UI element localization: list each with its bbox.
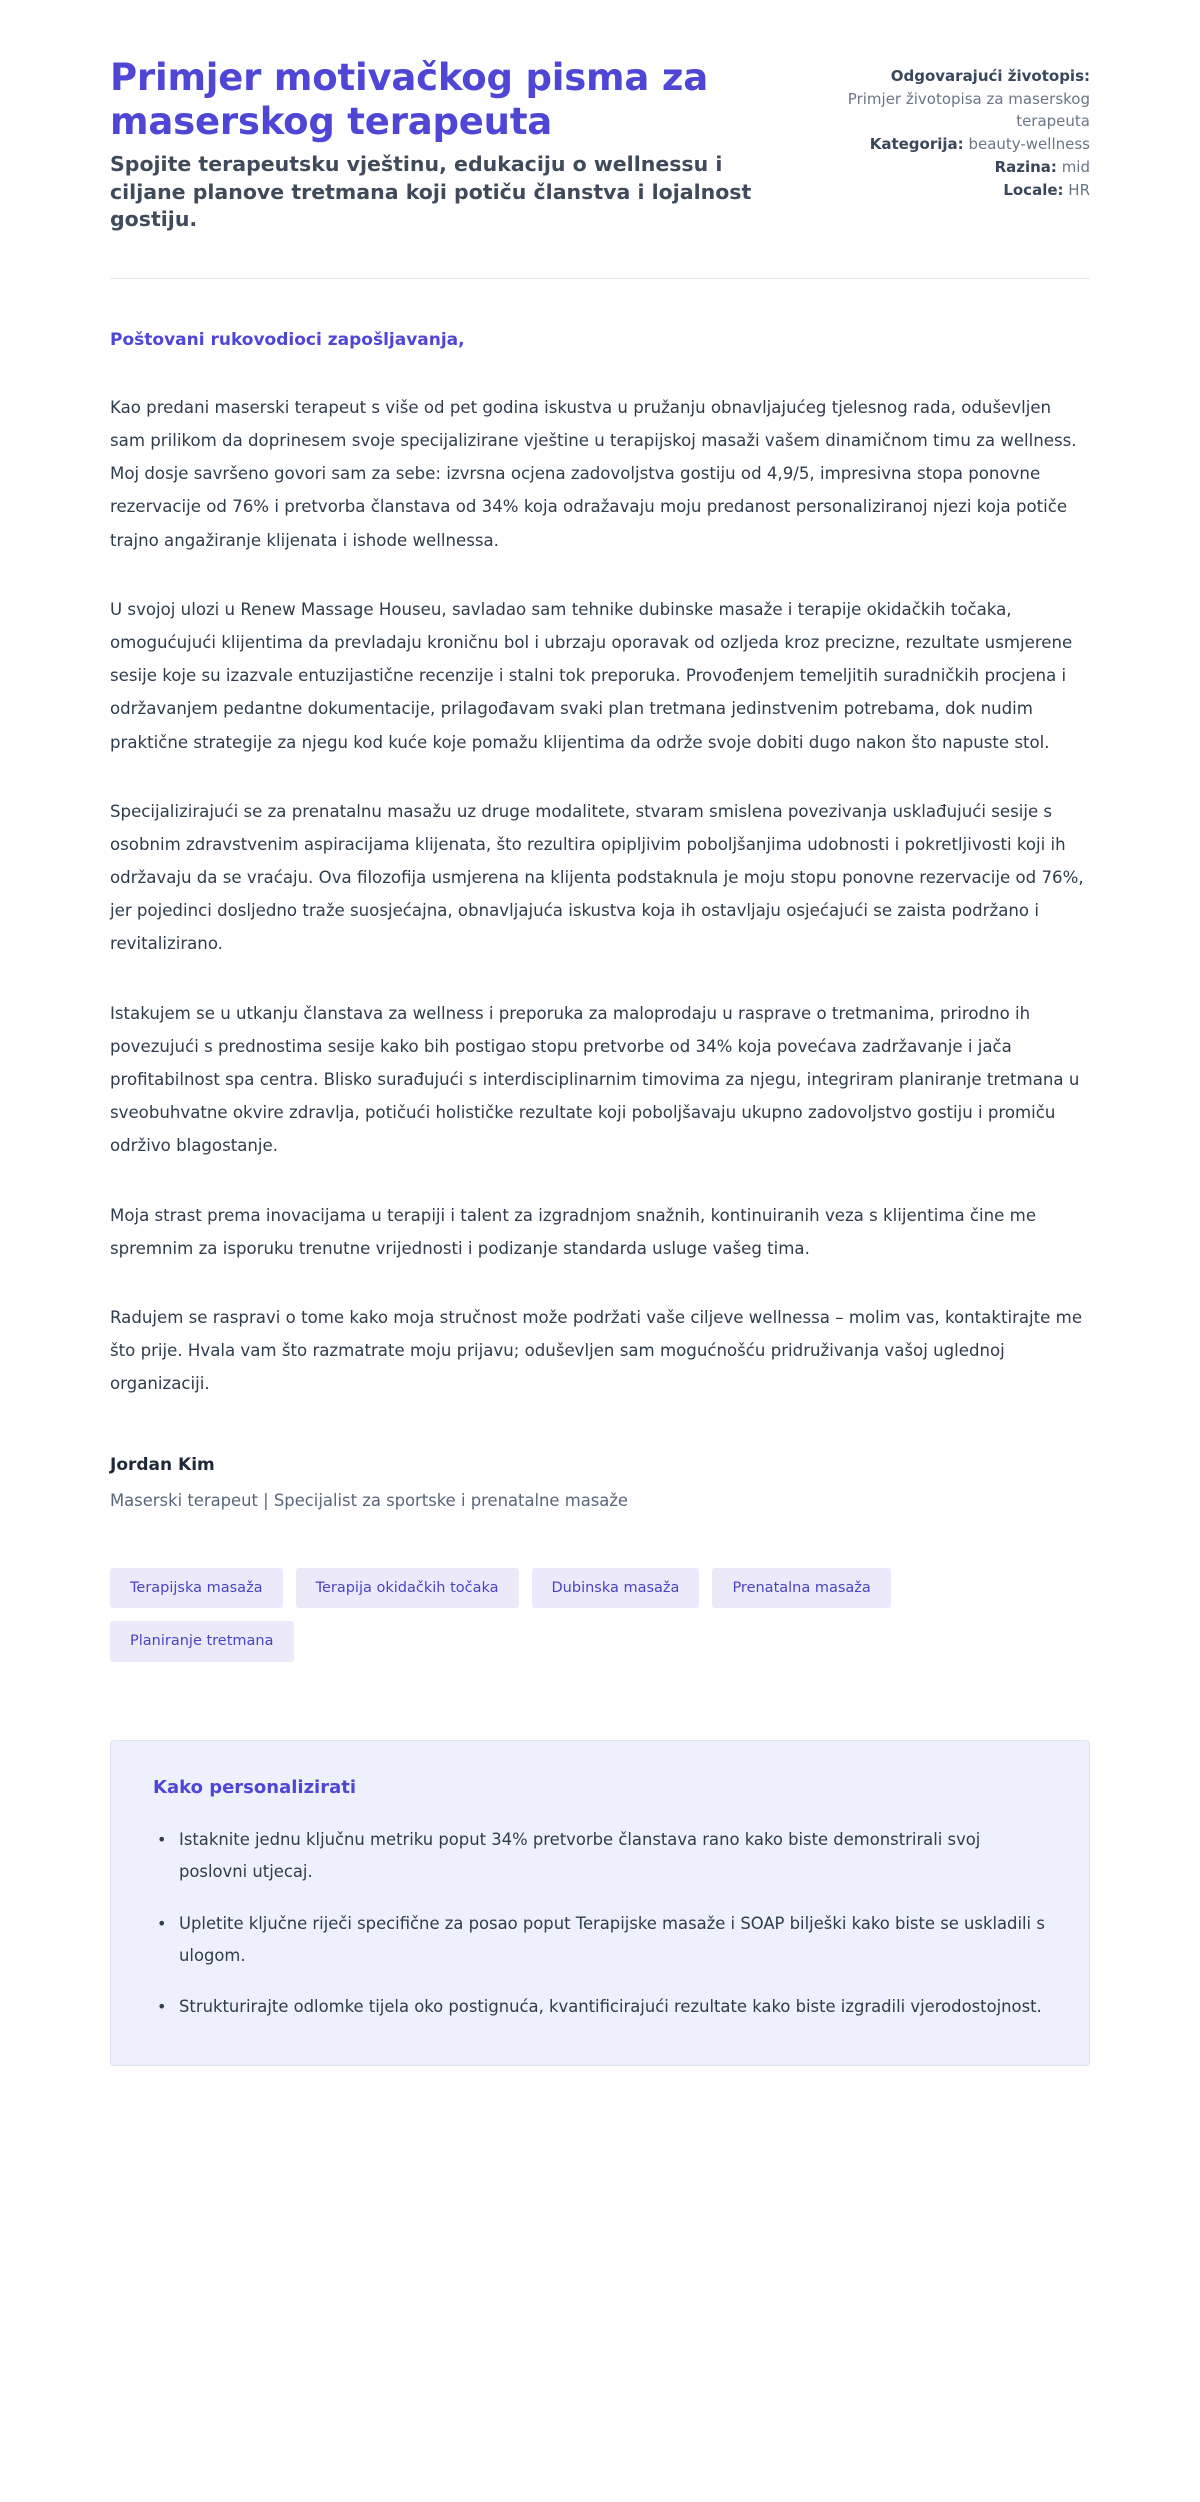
meta-row-resume <box>815 66 1090 87</box>
callout-list-item: • Upletite ključne riječi specifične za posao poput Terapijske masaže i SOAP bilješki kako biste se uskladili s ulogom. <box>153 1908 1047 1972</box>
callout-list <box>153 1824 1047 2024</box>
meta-value-category: beauty-wellness <box>968 134 1090 153</box>
skill-tag[interactable]: Prenatalna masaža <box>712 1568 890 1609</box>
meta-row-category <box>815 134 1090 155</box>
meta-value-resume: Primjer životopisa za maserskog terapeuta <box>847 90 1090 130</box>
letter-paragraph: Kao predani maserski terapeut s više od pet godina iskustva u pružanju obnavljajućeg tjelesnog rada, oduševljen sam prilikom da doprinesem svoje specijalizirane vještine u terapijskoj masaži vašem dinamičnom timu za wellness. Moj dosje savršeno govori sam za sebe: izvrsna ocjena zadovoljstva gostiju od 4,9/5, impresivna stopa ponovne rezervacije od 76% i pretvorba članstava od 34% koja odražavaju moju predanost personaliziranoj njezi koja potiče trajno angažiranje klijenata i ishode wellnessa. <box>110 397 1077 550</box>
signature-name: Jordan Kim <box>110 1454 215 1475</box>
page-title: Primjer motivačkog pisma za maserskog terapeuta <box>110 56 708 143</box>
header-title-block <box>110 56 775 233</box>
cover-letter-body <box>110 279 1090 2066</box>
letter-paragraph: U svojoj ulozi u Renew Massage Houseu, savladao sam tehnike dubinske masaže i terapije okidačkih točaka, omogućujući klijentima da prevladaju kroničnu bol i ubrzaju oporavak od ozljeda kroz precizne, rezultate usmjerene sesije koje su izazvale entuzijastične recenzije i stalni tok preporuka. Provođenjem temeljitih suradničkih procjena i održavanjem pedantne dokumentacije, prilagođavam svaki plan tretmana jedinstvenim potrebama, dok nudim praktične strategije za njegu kod kuće koje pomažu klijentima da održe svoje dobiti dugo nakon što napuste stol. <box>110 599 1073 752</box>
callout-title: Kako personalizirati <box>153 1776 357 1798</box>
meta-label-locale: Locale: <box>1003 181 1064 200</box>
meta-label-level: Razina: <box>994 158 1057 177</box>
meta-value-locale: HR <box>1068 181 1090 200</box>
document-metadata <box>815 56 1090 204</box>
callout-list-item: • Istaknite jednu ključnu metriku poput 34% pretvorbe članstava rano kako biste demonstrirali svoj poslovni utjecaj. <box>153 1824 1047 1888</box>
meta-row-level <box>815 157 1090 178</box>
skill-tag[interactable]: Planiranje tretmana <box>110 1621 294 1662</box>
personalization-callout <box>110 1740 1090 2067</box>
skill-tag[interactable]: Terapija okidačkih točaka <box>296 1568 519 1609</box>
letter-paragraph: Radujem se raspravi o tome kako moja stručnost može podržati vaše ciljeve wellnessa – molim vas, kontaktirajte me što prije. Hvala vam što razmatrate moju prijavu; oduševljen sam mogućnošću pridruživanja vašoj uglednoj organizaciji. <box>110 1307 1083 1394</box>
letter-paragraph: Istakujem se u utkanju članstava za wellness i preporuka za maloprodaju u rasprave o tretmanima, prirodno ih povezujući s prednostima sesije kako bih postigao stopu pretvorbe od 34% koja povećava zadržavanje i jača profitabilnost spa centra. Blisko surađujući s interdisciplinarnim timovima za njegu, integriram planiranje tretmana u sveobuhvatne okvire zdravlja, potičući holističke rezultate koji poboljšavaju ukupno zadovoljstvo gostiju i promiču održivo blagostanje. <box>110 1003 1080 1156</box>
letter-salutation: Poštovani rukovodioci zapošljavanja, <box>110 330 465 351</box>
meta-label-resume: Odgovarajući životopis: <box>890 67 1090 85</box>
skill-tag[interactable]: Dubinska masaža <box>532 1568 700 1609</box>
meta-row-resume-value <box>815 89 1090 132</box>
callout-list-item: • Strukturirajte odlomke tijela oko postignuća, kvantificirajući rezultate kako biste izgradili vjerodostojnost. <box>153 1991 1047 2023</box>
letter-paragraph: Moja strast prema inovacijama u terapiji i talent za izgradnjom snažnih, kontinuiranih veza s klijentima čine me spremnim za isporuku trenutne vrijednosti i podizanje standarda usluge vašeg tima. <box>110 1205 1037 1258</box>
meta-row-locale <box>815 180 1090 201</box>
meta-label-category: Kategorija: <box>869 134 964 153</box>
skill-tag[interactable]: Terapijska masaža <box>110 1568 283 1609</box>
page-subtitle: Spojite terapeutsku vještinu, edukaciju o wellnessu i ciljane planove tretmana koji potiču članstva i lojalnost gostiju. <box>110 152 752 231</box>
letter-paragraph: Specijalizirajući se za prenatalnu masažu uz druge modalitete, stvaram smislena povezivanja usklađujući sesije s osobnim zdravstvenim aspiracijama klijenata, što rezultira opipljivim poboljšanjima udobnosti i pokretljivosti koji ih održavaju da se vraćaju. Ova filozofija usmjerena na klijenta podstaknula je moju stopu ponovne rezervacije od 76%, jer pojedinci dosljedno traže suosjećajna, obnavljajuća iskustva koja ih ostavljaju osjećajući se zaista podržano i revitalizirano. <box>110 801 1084 954</box>
meta-value-level: mid <box>1061 158 1090 177</box>
skill-tag-list <box>110 1568 1070 1662</box>
signature-role: Maserski terapeut | Specijalist za sportske i prenatalne masaže <box>110 1490 629 1510</box>
letter-paragraphs <box>110 391 1090 1401</box>
signature-block <box>110 1455 1090 1510</box>
document-header <box>110 0 1090 233</box>
